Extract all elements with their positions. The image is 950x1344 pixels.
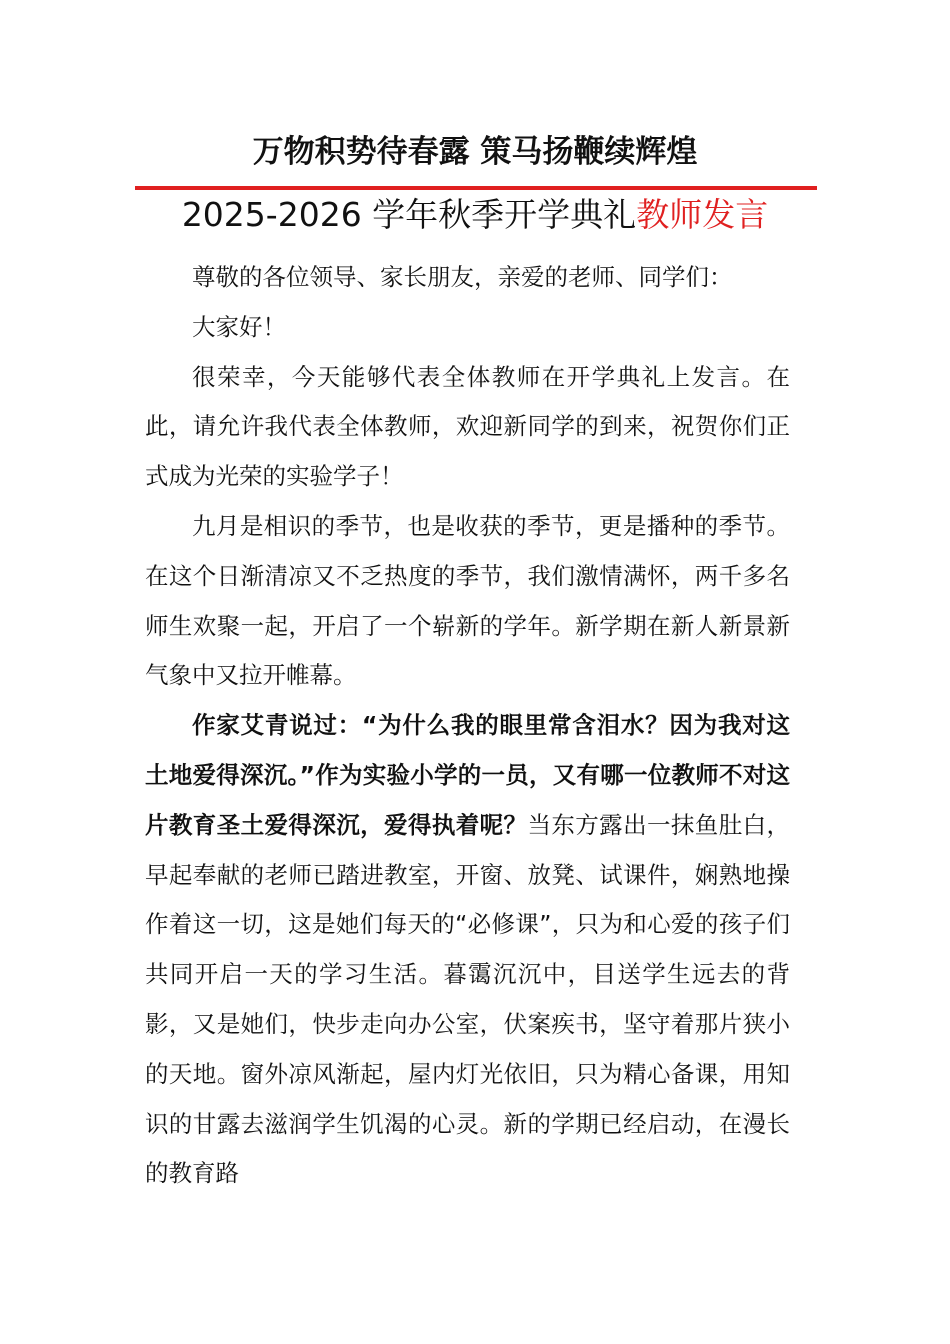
body-paragraph: [145, 353, 790, 502]
paragraph-text: 九月是相识的季节，也是收获的季节，更是播种的季节。在这个日渐清凉又不乏热度的季节，我们激情满怀，两千多名师生欢聚一起，开启了一个崭新的学年。新学期在新人新景新气象中又拉开帷幕。: [145, 511, 790, 690]
subtitle-main: 2025-2026 学年秋季开学典礼: [181, 195, 637, 234]
title-divider: [135, 186, 817, 190]
emphasized-quote: 作家艾青说过：“为什么我的眼里常含泪水？因为我对这土地爱得深沉。”作为实验小学的一员，又有哪一位教师不对这片教育圣土爱得深沉，爱得执着呢？: [145, 711, 790, 839]
speech-body: [145, 253, 790, 1199]
paragraph-text: 很荣幸，今天能够代表全体教师在开学典礼上发言。在此，请允许我代表全体教师，欢迎新同学的到来，祝贺你们正式成为光荣的实验学子！: [145, 362, 790, 491]
document-title: 万物积势待春露 策马扬鞭续辉煌: [252, 134, 698, 170]
body-paragraph: [145, 502, 790, 701]
subtitle-accent: 教师发言: [636, 195, 769, 234]
document-subtitle: [0, 192, 950, 238]
body-paragraph: [145, 701, 790, 1199]
paragraph-text: 当东方露出一抹鱼肚白，早起奉献的老师已踏进教室，开窗、放凳、试课件，娴熟地操作着这一切，这是她们每天的“必修课”，只为和心爱的孩子们共同开启一天的学习生活。暮霭沉沉中，目送学生远去的背影，又是她们，快步走向办公室，伏案疾书，坚守着那片狭小的天地。窗外凉风渐起，屋内灯光依旧，只为精心备课，用知识的甘露去滋润学生饥渴的心灵。新的学期已经启动，在漫长的教育路: [145, 810, 791, 1188]
greeting-paragraph: [145, 303, 790, 353]
salutation-paragraph: [145, 253, 790, 303]
greeting-text: 大家好！: [192, 312, 286, 341]
salutation-text: 尊敬的各位领导、家长朋友，亲爱的老师、同学们：: [192, 263, 733, 291]
